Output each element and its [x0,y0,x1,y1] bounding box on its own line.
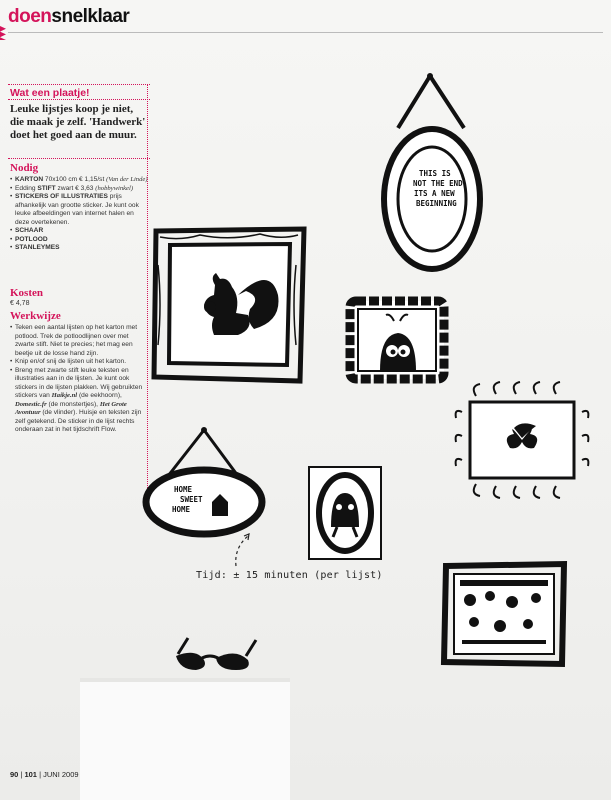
oval-line-2: NOT THE END [413,179,463,188]
sidebar-title-bar [8,84,150,100]
flow-sticker-frame [440,560,570,670]
oval-quote-frame [376,66,486,276]
list-item: • STANLEYMES [10,244,148,253]
owl-frame [305,463,385,563]
oval-line-3: ITS A NEW [414,189,455,198]
list-item: • Edding STIFT zwart € 3,63 (hobbywinkel) [10,185,148,194]
home-line-3: HOME [172,505,191,514]
list-item: • STICKERS OF ILLUSTRATIES prijs afhankelijk van grootte sticker. Je kunt ook leuke afbeeldingen van internet halen en deze overtekenen. [10,193,148,227]
section-header [8,6,129,28]
monster-frame [342,293,452,388]
home-sweet-home-frame [138,420,270,540]
list-item: • SCHAAR [10,227,148,236]
home-line-2: SWEET [180,495,203,504]
dashed-arrow [230,530,260,570]
list-item: • Teken een aantal lijsten op het karton met potlood. Trek de potloodlijnen over met zwarte stift. Niet te precies; het mag een beetje uit de losse hand zijn. [10,324,148,358]
page-number-a: 90 [10,770,19,779]
sidebar-intro: Leuke lijstjes koop je niet, die maak je zelf. 'Handwerk' doet het goed aan de muur. [10,103,146,141]
oval-line-4: BEGINNING [416,199,457,208]
page-footer: 90 | 101 | JUNI 2009 [10,770,79,779]
instructions-sidebar [8,84,150,493]
butterfly-frame [452,378,592,498]
oval-line-1: THIS IS [419,169,451,178]
page-number-b: 101 [24,770,37,779]
sidebar-title: Wat een plaatje! [10,87,90,99]
brand-snelklaar: snelklaar [51,6,130,27]
kosten-heading: Kosten [10,287,43,299]
kosten-value: € 4,78 [10,300,30,307]
werkwijze-heading: Werkwijze [10,310,61,322]
list-item: • KARTON 70x100 cm € 1,15/st (Van der Linde) [10,176,148,185]
shelf-with-glasses [80,630,320,800]
issue-date: JUNI 2009 [43,770,79,779]
time-estimate: Tijd: ± 15 minuten (per lijst) [196,570,383,581]
list-item: • Breng met zwarte stift leuke teksten en illustraties aan in de lijsten. Je kunt ook stickers in de lijsten plakken. Wij gebruikten stickers van Haikje.nl (de eekhoorn), Domestic.fr (de monstertjes), Het Grote Avontuur (de vlinder). Huisje en teksten zijn zelf getekend. De sticker in de lijst rechts onderaan zat in het tijdschrift Flow. [10,367,148,435]
list-item: • Knip en/of snij de lijsten uit het karton. [10,358,148,367]
nodig-heading: Nodig [10,162,39,174]
sidebar-rule [8,158,150,159]
squirrel-frame [150,225,310,385]
nodig-list [10,176,148,253]
header-rule [8,32,603,33]
glasses-icon [176,638,256,670]
home-line-1: HOME [174,485,193,494]
werkwijze-list [10,324,148,435]
list-item: • POTLOOD [10,236,148,245]
brand-doen: doen [8,6,52,27]
